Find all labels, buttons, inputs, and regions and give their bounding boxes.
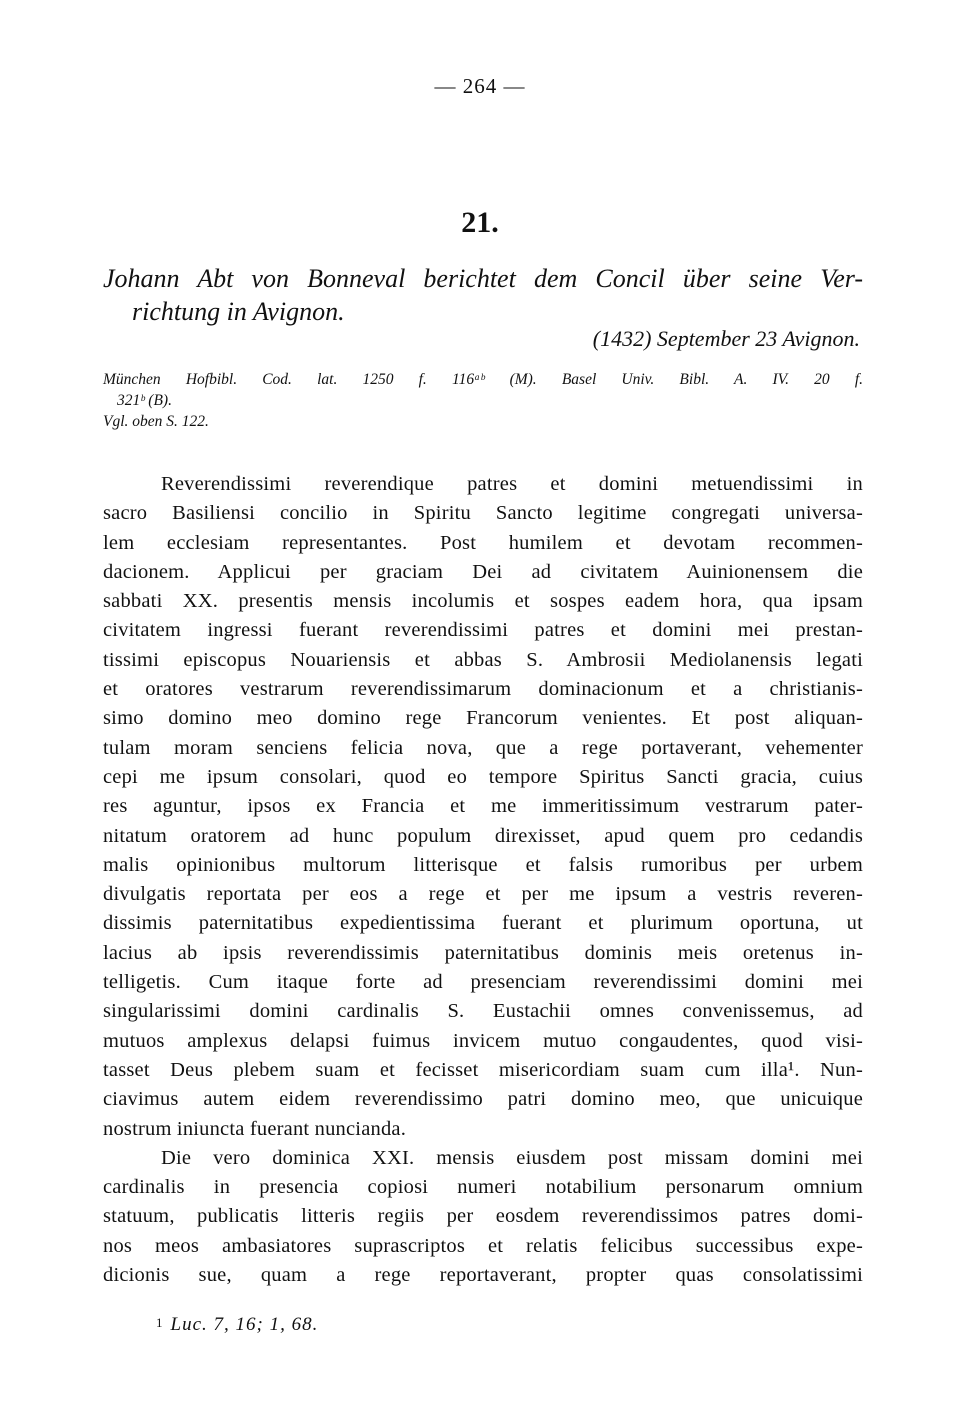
- sources-block: [103, 369, 863, 432]
- text-line: nos meos ambasiatores suprascriptos et relatis felicibus successibus expe-: [103, 1234, 863, 1257]
- text-line: Die vero dominica XXI. mensis eiusdem post missam domini mei: [161, 1146, 863, 1169]
- text-line: statuum, publicatis litteris regiis per eosdem reverendissimos patres domi-: [103, 1205, 863, 1228]
- text-line: telligetis. Cum itaque forte ad presenciam reverendissimi domini mei: [103, 971, 863, 994]
- body-text: [103, 470, 863, 1290]
- footnote-text: Luc. 7, 16; 1, 68.: [170, 1314, 319, 1335]
- text-line: sacro Basiliensi concilio in Spiritu Sancto legitime congregati universa-: [103, 502, 863, 525]
- text-line: nostrum iniuncta fuerant nuncianda.: [103, 1117, 407, 1140]
- text-line: mutuos amplexus delapsi fuimus invicem mutuo congaudentes, quod visi-: [103, 1029, 863, 1052]
- text-line: nitatum oratorem ad hunc populum direxisset, apud quem pro cedandis: [103, 824, 863, 847]
- text-line: Reverendissimi reverendique patres et domini metuendissimi in: [161, 473, 863, 495]
- text-line: lacius ab ipsis reverendissimis paternitatibus dominis meis oretenus in-: [103, 941, 863, 964]
- text-line: sabbati XX. presentis mensis incolumis et sospes eadem hora, qua ipsam: [103, 590, 863, 613]
- text-line: singularissimi domini cardinalis S. Eustachii omnes convenissemus, ad: [103, 1000, 863, 1023]
- text-line: lem ecclesiam representantes. Post humilem et devotam recommen-: [103, 531, 863, 554]
- dateline: (1432) September 23 Avignon.: [592, 326, 860, 351]
- footnote-marker: 1: [156, 1315, 163, 1330]
- footnote: [156, 1314, 318, 1336]
- reference-line: Vgl. oben S. 122.: [103, 413, 209, 430]
- text-line: divulgatis reportata per eos a rege et per me ipsum a vestris reveren-: [103, 883, 863, 906]
- source-line: 321ᵇ (B).: [117, 392, 172, 409]
- text-line: res aguntur, ipsos ex Francia et me immeritissimum vestrarum pater-: [103, 795, 863, 818]
- text-line: malis opinionibus multorum litterisque et falsis rumoribus per urbem: [103, 853, 863, 876]
- title-line: Johann Abt von Bonneval berichtet dem Concil über seine Ver-: [103, 264, 863, 293]
- text-line: et oratores vestrarum reverendissimarum dominacionum et a christianis-: [103, 678, 863, 701]
- text-line: cepi me ipsum consolari, quod eo tempore Spiritus Sancti gracia, cuius: [103, 765, 863, 788]
- text-line: tasset Deus plebem suam et fecisset misericordiam suam cum illa¹. Nun-: [103, 1058, 863, 1081]
- text-line: dissimis paternitatibus expedientissima fuerant et plurimum oportuna, ut: [103, 912, 863, 935]
- source-line: München Hofbibl. Cod. lat. 1250 f. 116ᵃᵇ (M). Basel Univ. Bibl. A. IV. 20 f.: [103, 371, 863, 388]
- text-line: tissimi episcopus Nouariensis et abbas S. Ambrosii Mediolanensis legati: [103, 648, 863, 671]
- text-line: simo domino meo domino rege Francorum venientes. Et post aliquan-: [103, 707, 863, 730]
- text-line: civitatem ingressi fuerant reverendissimi patres et domini mei prestan-: [103, 619, 863, 642]
- page-number: — 264 —: [434, 74, 526, 98]
- text-line: tulam moram senciens felicia nova, que a rege portaverant, vehementer: [103, 736, 863, 759]
- document-number: 21.: [461, 206, 499, 239]
- text-line: dicionis sue, quam a rege reportaverant, propter quas consolatissimi: [103, 1264, 863, 1287]
- text-line: cardinalis in presencia copiosi numeri notabilium personarum omnium: [103, 1176, 863, 1199]
- document-title: [103, 262, 863, 328]
- text-line: ciavimus autem eidem reverendissimo patri domino meo, que unicuique: [103, 1088, 863, 1111]
- text-line: dacionem. Applicui per graciam Dei ad civitatem Auinionensem die: [103, 560, 863, 583]
- title-line: richtung in Avignon.: [132, 297, 345, 326]
